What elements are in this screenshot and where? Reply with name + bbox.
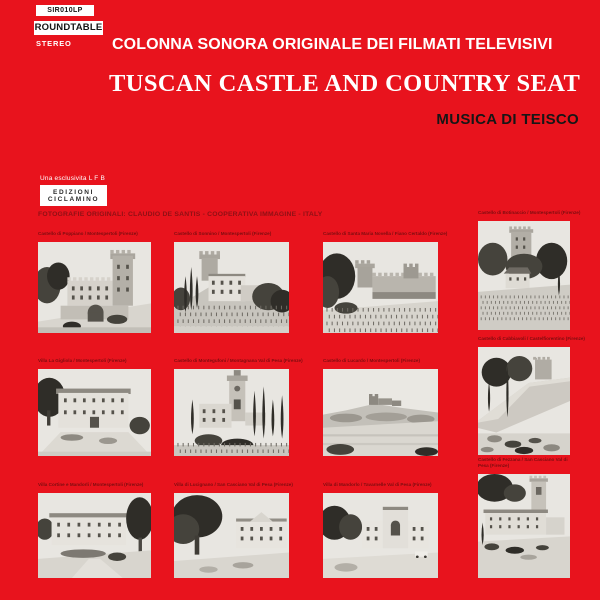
catalog-number: SIR010LP bbox=[47, 7, 83, 14]
photo-thumbnail bbox=[323, 242, 438, 333]
villa-arches-photo-illustration bbox=[323, 493, 438, 578]
castle-wall-photo-illustration bbox=[323, 242, 438, 333]
photo-thumbnail bbox=[323, 369, 438, 456]
artist-credit: MUSICA DI TEISCO bbox=[436, 111, 579, 128]
photo-caption: Villa di Lucignano / San Casciano Val di Pesa (Firenze) bbox=[174, 482, 293, 487]
villa-belltower-photo-illustration bbox=[478, 474, 570, 578]
photo-caption: Castello di Cabbiavoli / Castelfiorentino (Firenze) bbox=[478, 336, 585, 341]
photo-caption: Villa Cortine e Mandorli / Montespertoli (Firenze) bbox=[38, 482, 144, 487]
record-label-name: ROUNDTABLE bbox=[34, 22, 103, 33]
publisher-line-2: CICLAMINO bbox=[47, 196, 100, 204]
photo-thumbnail bbox=[174, 493, 289, 578]
villa-lawn-photo-illustration bbox=[38, 493, 151, 578]
photo-caption: Castello di Fezzana / San Casciano Val di Pesa (Firenze) bbox=[478, 457, 568, 468]
publisher-box bbox=[40, 185, 107, 206]
photo-thumbnail bbox=[38, 369, 151, 456]
record-label-box bbox=[34, 21, 103, 35]
photo-caption: Castello di Lucardo / Montespertoli (Firenze) bbox=[323, 358, 420, 363]
villa-clocktower-photo-illustration bbox=[174, 369, 289, 456]
exclusive-line: Una esclusivita L F B bbox=[40, 175, 106, 182]
castle-hill-photo-illustration bbox=[174, 242, 289, 333]
photo-thumbnail bbox=[174, 242, 289, 333]
photo-thumbnail bbox=[478, 221, 570, 330]
publisher-line-1: EDIZIONI bbox=[53, 188, 94, 196]
castle-tower-photo-illustration bbox=[38, 242, 151, 333]
photography-credit: FOTOGRAFIE ORIGINALI: CLAUDIO DE SANTIS - COOPERATIVA IMMAGINE - ITALY bbox=[38, 211, 323, 218]
stereo-label: STEREO bbox=[36, 39, 72, 48]
photo-caption: Castello di Santa Maria Novella / Fiano Certaldo (Firenze) bbox=[323, 231, 448, 236]
photo-thumbnail bbox=[478, 474, 570, 578]
photo-thumbnail bbox=[38, 242, 151, 333]
photo-thumbnail bbox=[478, 347, 570, 455]
album-title: TUSCAN CASTLE AND COUNTRY SEAT bbox=[109, 70, 581, 97]
distant-castle-photo-illustration bbox=[323, 369, 438, 456]
photo-caption: Castello di Botinaccio / Montespertoli (Firenze) bbox=[478, 210, 581, 215]
supertitle: COLONNA SONORA ORIGINALE DEI FILMATI TELEVISIVI bbox=[112, 36, 553, 53]
photo-caption: Villa di Mandorlo / Tavarnelle Val di Pesa (Firenze) bbox=[323, 482, 432, 487]
garden-wall-photo-illustration bbox=[478, 347, 570, 455]
photo-thumbnail bbox=[174, 369, 289, 456]
photo-caption: Castello di Sonnino / Montespertoli (Firenze) bbox=[174, 231, 272, 236]
photo-caption: Castello di Poppiano / Montespertoli (Firenze) bbox=[38, 231, 138, 236]
photo-caption: Villa La Gigliola / Montespertoli (Firenze) bbox=[38, 358, 127, 363]
photo-thumbnail bbox=[323, 493, 438, 578]
villa-road-photo-illustration bbox=[38, 369, 151, 456]
catalog-number-box bbox=[36, 5, 94, 16]
photo-caption: Castello di Montegufoni / Montagnana Val di Pesa (Firenze) bbox=[174, 358, 303, 363]
photo-thumbnail bbox=[38, 493, 151, 578]
tree-villa-photo-illustration bbox=[174, 493, 289, 578]
tower-trees-photo-illustration bbox=[478, 221, 570, 330]
